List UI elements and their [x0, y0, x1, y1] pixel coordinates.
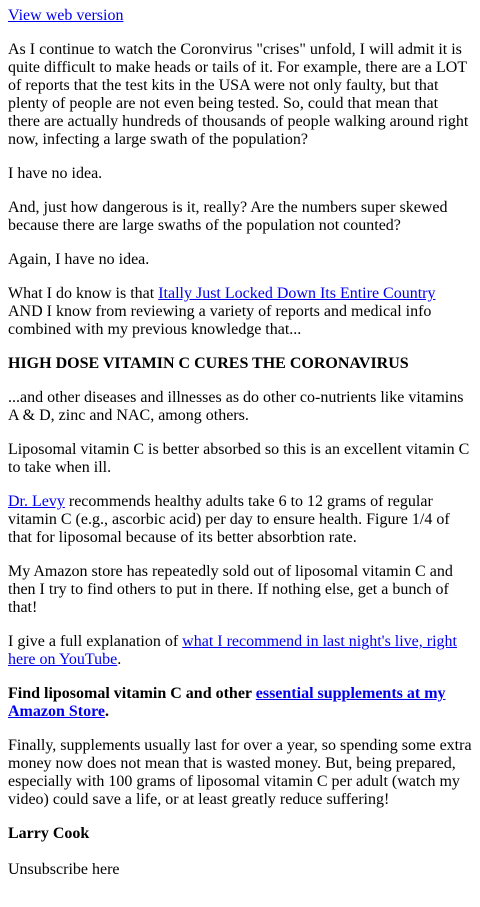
closing-paragraph: Finally, supplements usually last for over a year, so spending some extra money now does not mean that is wasted money. But, being prepared, especially with 100 grams of liposomal vitamin C per adult (watch my video) could save a life, or at least greatly reduce suffering!	[8, 737, 472, 808]
italy-paragraph	[8, 285, 472, 339]
italy-text-after: AND I know from reviewing a variety of reports and medical info combined with my previous knowledge that...	[8, 303, 432, 338]
unsubscribe-link[interactable]: Unsubscribe here	[8, 861, 120, 878]
dr-levy-paragraph	[8, 493, 472, 547]
intro-paragraph: As I continue to watch the Coronvirus "crises" unfold, I will admit it is quite difficult to make heads or tails of it. For example, there are a LOT of reports that the test kits in the USA were not only faulty, but that plenty of people are not even being tested. So, could that mean that there are actually hundreds of thousands of people walking around right now, infecting a large swath of the population?	[8, 41, 469, 148]
amazon-store-paragraph: My Amazon store has repeatedly sold out of liposomal vitamin C and then I try to find others to put in there. If nothing else, get a bunch of that!	[8, 563, 453, 616]
amazon-cta-paragraph	[8, 685, 472, 721]
signature: Larry Cook	[8, 825, 90, 842]
amazon-store-link[interactable]: essential supplements at my Amazon Store	[8, 685, 446, 720]
amazon-cta-text-after: .	[105, 703, 110, 720]
youtube-text-after: .	[117, 651, 122, 668]
italy-text-before: What I do know is that	[8, 285, 159, 302]
youtube-live-link[interactable]: what I recommend in last night's live, right here on YouTube	[8, 633, 457, 668]
vitamin-c-heading: HIGH DOSE VITAMIN C CURES THE CORONAVIRUS	[8, 355, 409, 372]
youtube-text-before: I give a full explanation of	[8, 633, 183, 650]
youtube-paragraph	[8, 633, 472, 669]
amazon-cta-text-before: Find liposomal vitamin C and other	[8, 685, 256, 702]
danger-paragraph: And, just how dangerous is it, really? Are the numbers super skewed because there are large swaths of the population not counted?	[8, 199, 448, 234]
liposomal-paragraph: Liposomal vitamin C is better absorbed so this is an excellent vitamin C to take when ill.	[8, 441, 470, 476]
dr-levy-text: recommends healthy adults take 6 to 12 grams of regular vitamin C (e.g., ascorbic acid) per day to ensure health. Figure 1/4 of that for liposomal because of its better absorbtion rate.	[8, 493, 450, 546]
view-web-version-link[interactable]: View web version	[8, 7, 124, 24]
italy-lockdown-link[interactable]: Itally Just Locked Down Its Entire Country	[158, 285, 436, 302]
again-no-idea-paragraph: Again, I have no idea.	[8, 251, 150, 268]
co-nutrients-paragraph: ...and other diseases and illnesses as do other co-nutrients like vitamins A & D, zinc and NAC, among others.	[8, 389, 464, 424]
no-idea-paragraph: I have no idea.	[8, 165, 103, 182]
dr-levy-link[interactable]: Dr. Levy	[8, 493, 65, 510]
